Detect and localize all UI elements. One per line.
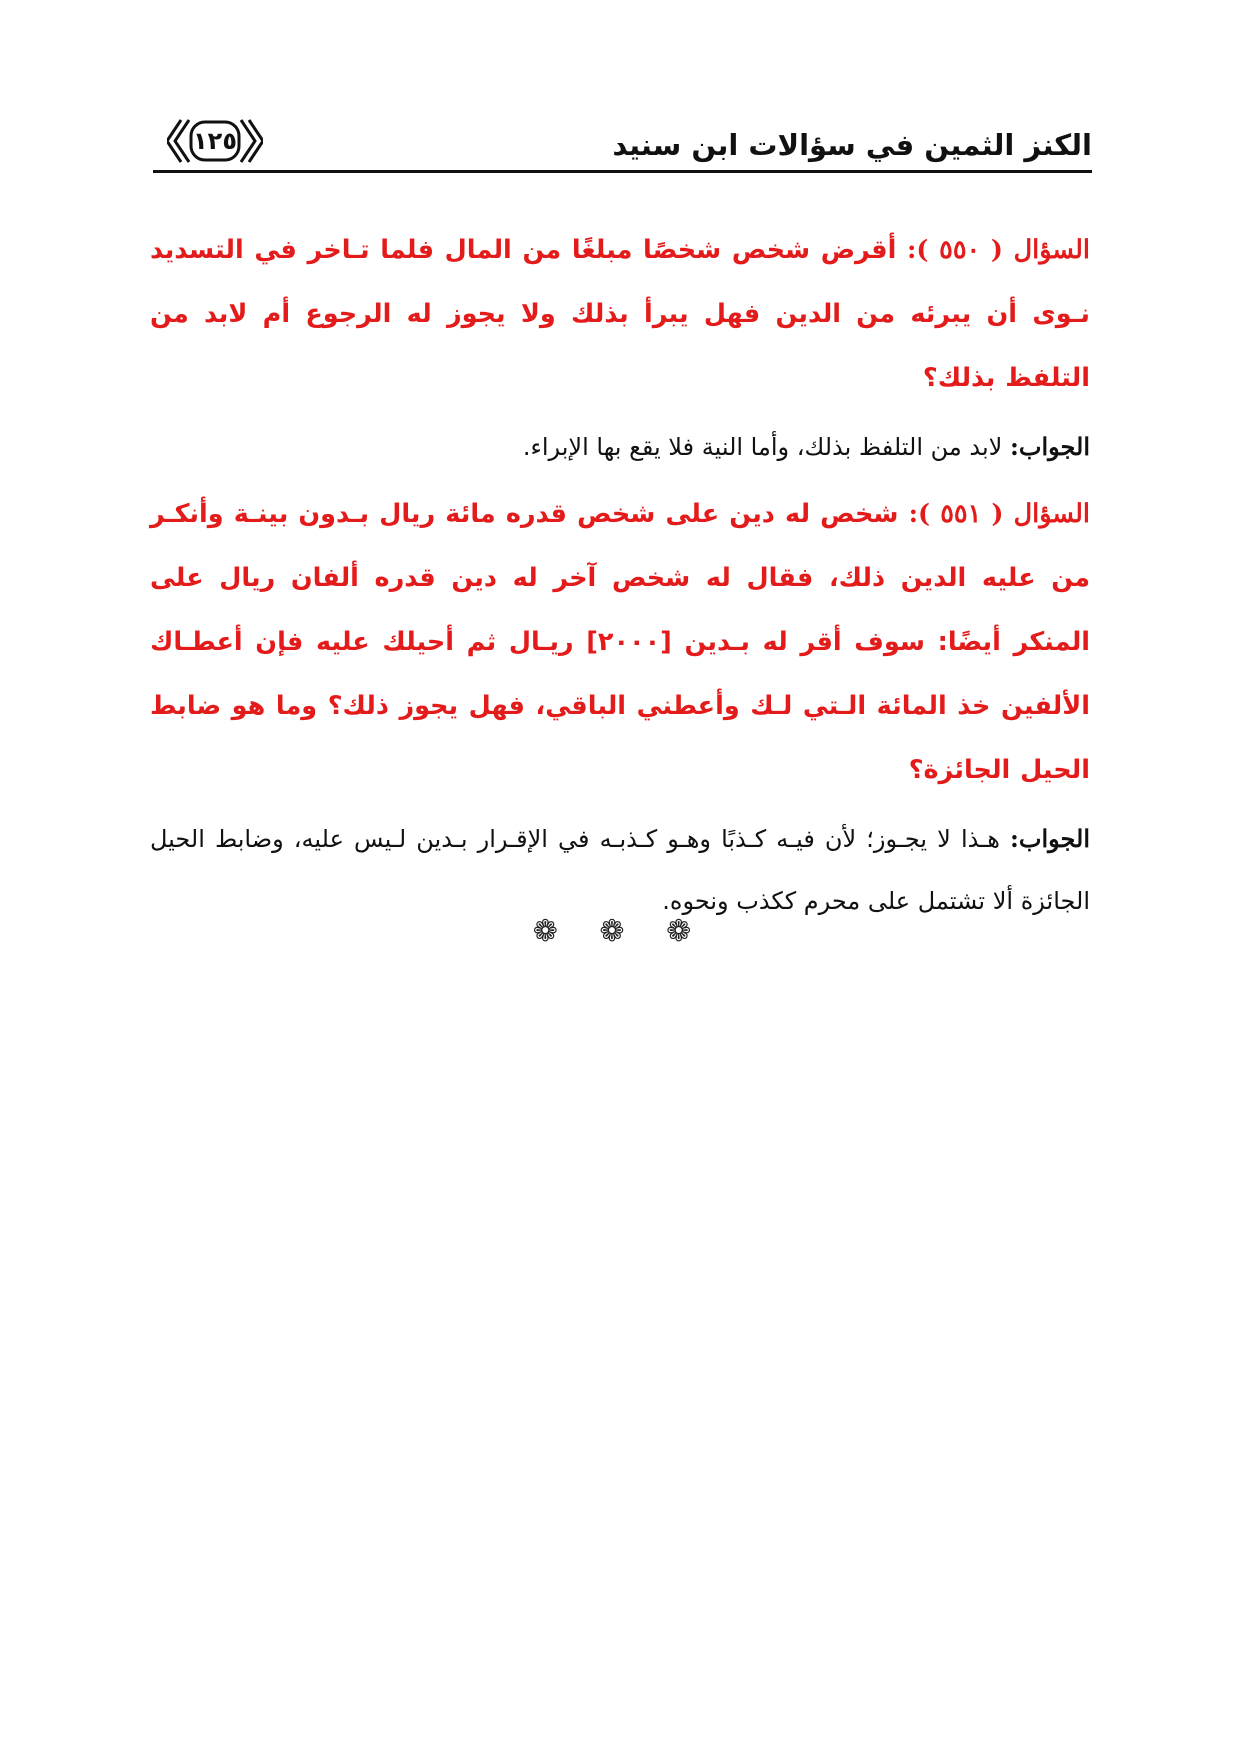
- page-number: ١٢٥: [193, 127, 237, 155]
- question-label: السؤال ( ٥٥١ ):: [908, 499, 1091, 529]
- running-title: الكنز الثمين في سؤالات ابن سنيد: [612, 128, 1092, 162]
- answer-550: [150, 416, 1090, 478]
- question-text: شخص له دين على شخص قدره مائة ريال بـدون بينـة وأنكـر من عليه الدين ذلك، فقال له شخص آخر له دين قدره ألفان ريال على المنكر أيضًا: سوف أقر له بـدين [٢٠٠٠] ريـال ثم أحيلك عليه فإن أعطـاك الألفين خذ المائة الـتي لـك وأعطني الباقي، فهل يجوز ذلك؟ وما هو ضابط الحيل الجائزة؟: [150, 499, 1091, 785]
- section-end-ornament-icon: ❁ ❁ ❁: [532, 914, 708, 949]
- page-header: [153, 112, 1092, 172]
- question-text: أقرض شخص شخصًا مبلغًا من المال فلما تـاخر في التسديد نـوى أن يبرئه من الدين فهل يبرأ بذلك ولا يجوز له الرجوع أم لابد من التلفظ بذلك؟: [150, 235, 1090, 393]
- header-divider: [153, 170, 1092, 173]
- question-label: السؤال ( ٥٥٠ ):: [907, 235, 1091, 265]
- answer-text: هـذا لا يجـوز؛ لأن فيـه كـذبًا وهـو كـذبـه في الإقـرار بـدين لـيس عليه، وضابط الحيل الجائزة ألا تشتمل على محرم ككذب ونحوه.: [150, 825, 1090, 915]
- question-551: [150, 482, 1090, 802]
- page-content: [150, 218, 1090, 936]
- answer-label: الجواب:: [1010, 824, 1090, 853]
- answer-text: لابد من التلفظ بذلك، وأما النية فلا يقع بها الإبراء.: [522, 433, 1010, 461]
- question-550: [150, 218, 1090, 410]
- page-number-badge: [167, 118, 263, 164]
- answer-label: الجواب:: [1010, 432, 1090, 461]
